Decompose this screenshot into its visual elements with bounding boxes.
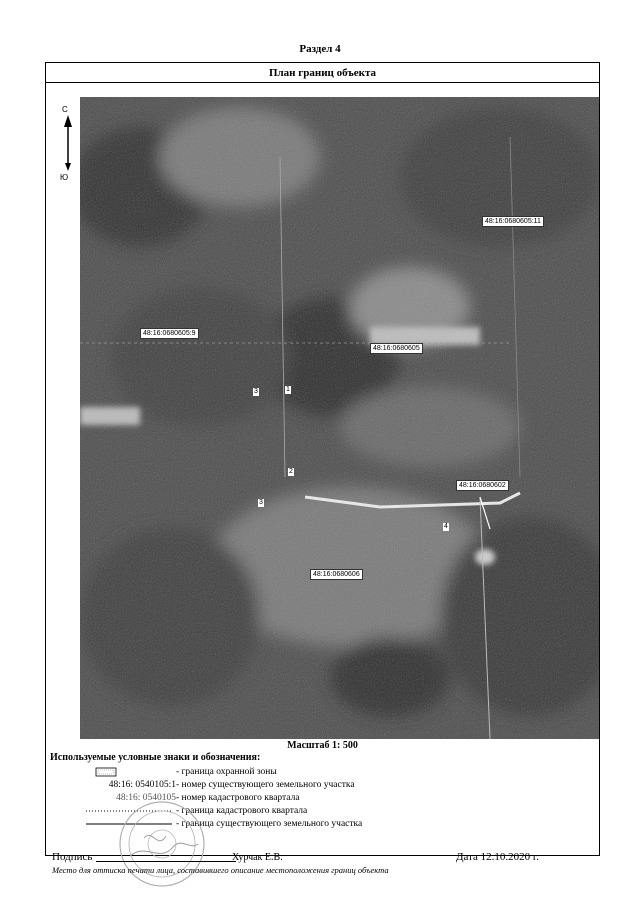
legend-description: - номер кадастрового квартала (176, 793, 300, 803)
section-title: Раздел 4 (299, 43, 341, 55)
point-label: 3 (254, 388, 258, 395)
legend-symbol: 48:16: 0540105:1 (108, 780, 176, 790)
signature-label: Подпись (52, 851, 93, 863)
cadastral-label: 48:16:0680605:11 (482, 216, 544, 227)
legend-description: - граница существующего земельного участка (176, 819, 363, 829)
stamp-note: Место для оттиска печати лица, составившего описание местоположения границ объекта (52, 865, 389, 875)
legend-description: - граница охранной зоны (176, 767, 277, 777)
point-label: 1 (286, 386, 290, 393)
legend-symbol: 48:16: 0540105 (116, 793, 176, 803)
signer-name: Хурчак Е.В. (232, 852, 283, 863)
compass-south: Ю (60, 173, 69, 182)
aerial-map[interactable] (80, 97, 599, 739)
plan-frame (45, 62, 600, 875)
cadastral-label: 48:16:0680605 (370, 343, 423, 354)
cadastral-label: 48:16:0680605:9 (140, 328, 199, 339)
legend-title: Используемые условные знаки и обозначения: (50, 752, 261, 763)
plan-title: План границ объекта (46, 63, 599, 83)
cadastral-label: 48:16:0680602 (456, 480, 509, 491)
point-label: 2 (289, 468, 293, 475)
cadastral-label: 48:16:0680606 (310, 569, 363, 580)
stamp-icon (116, 798, 208, 890)
document-date: Дата 12.10.2020 г. (456, 851, 539, 863)
map-scale: Масштаб 1: 500 (287, 740, 358, 751)
signature-line (96, 861, 236, 862)
point-label: 4 (444, 523, 448, 530)
legend-description: - граница кадастрового квартала (176, 806, 308, 816)
legend-description: - номер существующего земельного участка (176, 780, 355, 790)
compass-north: С (62, 105, 68, 114)
hatched-zone-icon (46, 766, 176, 778)
aerial-photo (80, 97, 599, 739)
compass (58, 105, 78, 195)
point-label: 3 (259, 499, 263, 506)
